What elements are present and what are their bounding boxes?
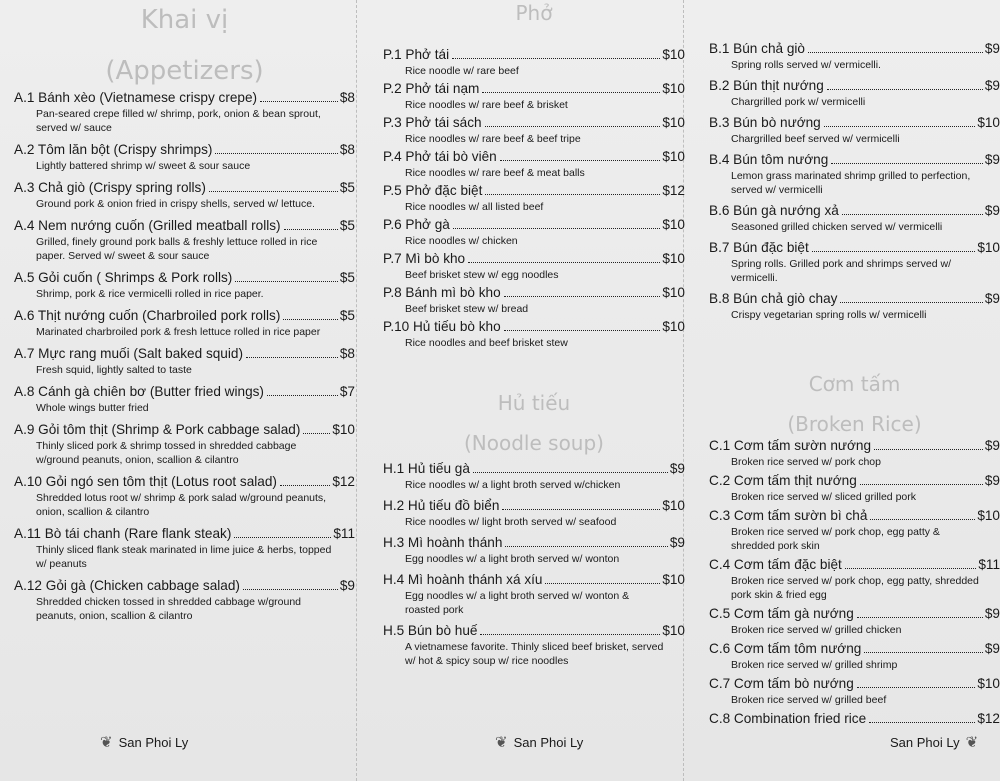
menu-item [383, 114, 685, 146]
dot-leader [842, 214, 983, 215]
footer-brand-text: San Phoi Ly [513, 734, 584, 750]
menu-item-name: B.3 Bún bò nướng [709, 115, 821, 130]
menu-item-row [14, 473, 355, 491]
menu-item [383, 318, 685, 350]
menu-item-price: $12 [662, 183, 685, 198]
menu-item-price: $9 [669, 461, 685, 476]
menu-item-description: Thinly sliced flank steak marinated in lime juice & herbs, topped w/ peanuts [36, 544, 332, 571]
menu-item-description: Rice noodles w/ all listed beef [405, 201, 544, 213]
hutieu-subtitle: (Noodle soup) [464, 431, 604, 455]
dot-leader [504, 330, 661, 331]
sprig-icon: ❦ [495, 734, 508, 751]
menu-item-description: Beef brisket stew w/ bread [405, 303, 529, 315]
footer-brand-text: San Phoi Ly [118, 734, 189, 750]
menu-item [14, 525, 355, 571]
menu-item-price: $10 [662, 47, 685, 62]
menu-item-price: $8 [339, 346, 355, 362]
menu-item-description: A vietnamese favorite. Thinly sliced beef brisket, served w/ hot & spicy soup w/ rice noodles [405, 641, 664, 667]
menu-item-description: Seasoned grilled chicken served w/ vermicelli [731, 221, 943, 233]
menu-item-name: H.1 Hủ tiếu gà [383, 461, 470, 476]
menu-item-name: P.4 Phở tái bò viên [383, 149, 497, 164]
menu-item-row [14, 269, 355, 287]
pho-title: Phở [515, 1, 553, 25]
menu-item [14, 421, 355, 467]
dot-leader [874, 449, 983, 450]
menu-item-name: B.4 Bún tôm nướng [709, 152, 829, 167]
menu-item-row [383, 250, 685, 268]
dot-leader [280, 485, 330, 486]
menu-item-price: $9 [339, 578, 355, 594]
menu-item [709, 239, 1000, 285]
menu-item-row [383, 284, 685, 302]
sprig-icon: ❦ [965, 734, 979, 751]
menu-item-description: Beef brisket stew w/ egg noodles [405, 269, 559, 281]
menu-item-name: B.1 Bún chả giò [709, 41, 805, 56]
menu-item-price: $9 [984, 473, 1000, 488]
menu-item-name: C.2 Cơm tấm thịt nướng [709, 473, 857, 488]
bun-list [709, 40, 1000, 322]
menu-item-name: P.2 Phở tái nạm [383, 81, 480, 96]
bun-column [685, 0, 1000, 781]
menu-item-row [709, 675, 1000, 693]
dot-leader [812, 251, 976, 252]
menu-item-description: Shredded chicken tossed in shredded cabbage w/ground peanuts, onion, scallion & cilantro [36, 596, 302, 623]
menu-item-description: Shrimp, pork & rice vermicelli rolled in rice paper. [36, 288, 264, 301]
menu-item-description: Egg noodles w/ a light broth served w/ wonton [405, 553, 620, 565]
menu-item-row [14, 525, 355, 543]
dot-leader [827, 89, 983, 90]
menu-item-name: B.7 Bún đặc biệt [709, 240, 809, 255]
menu-item [709, 675, 1000, 707]
dot-leader [502, 509, 660, 510]
menu-item [709, 202, 1000, 234]
menu-item-row [709, 77, 1000, 95]
menu-item [383, 250, 685, 282]
menu-item-name: C.3 Cơm tấm sườn bì chả [709, 508, 868, 523]
menu-item-price: $12 [332, 474, 355, 490]
dot-leader [209, 191, 338, 192]
dot-leader [808, 52, 983, 53]
menu-item-name: P.8 Bánh mì bò kho [383, 285, 501, 300]
menu-item-row [14, 89, 355, 107]
menu-item-price: $9 [984, 641, 1000, 656]
menu-item-description: Egg noodles w/ a light broth served w/ wonton & roasted pork [405, 590, 630, 616]
menu-item-price: $8 [339, 142, 355, 158]
menu-item-row [14, 383, 355, 401]
menu-item-row [383, 460, 685, 478]
menu-item-price: $10 [662, 285, 685, 300]
dot-leader [284, 229, 338, 230]
menu-item [709, 437, 1000, 469]
dot-leader [870, 519, 975, 520]
menu-item-description: Whole wings butter fried [36, 402, 149, 415]
menu-item-price: $10 [662, 115, 685, 130]
dot-leader [500, 160, 661, 161]
menu-item-description: Rice noodles w/ rare beef & brisket [405, 99, 568, 111]
menu-item [383, 622, 685, 668]
footer-brand-text: San Phoi Ly [890, 734, 960, 750]
menu-item [14, 383, 355, 415]
menu-item-description: Broken rice served w/ grilled chicken [731, 624, 902, 636]
menu-item-description: Shredded lotus root w/ shrimp & pork salad w/ground peanuts, onion, scallion & cilantro [36, 492, 327, 519]
menu-item-price: $9 [984, 291, 1000, 306]
menu-item-price: $10 [662, 81, 685, 96]
comtam-subtitle: (Broken Rice) [787, 412, 922, 436]
menu-item-name: C.8 Combination fried rice [709, 711, 867, 726]
dot-leader [453, 228, 660, 229]
menu-item-price: $12 [977, 711, 1000, 726]
menu-item [383, 148, 685, 180]
menu-item-row [709, 202, 1000, 220]
appetizers-title: Khai vị [140, 5, 229, 35]
menu-item-name: A.5 Gỏi cuốn ( Shrimps & Pork rolls) [14, 270, 233, 286]
menu-item-row [14, 141, 355, 159]
menu-item-name: A.8 Cánh gà chiên bơ (Butter fried wings) [14, 384, 264, 400]
menu-item-name: C.1 Cơm tấm sườn nướng [709, 438, 872, 453]
menu-item-row [709, 710, 1000, 728]
menu-item-name: B.2 Bún thịt nướng [709, 78, 824, 93]
dot-leader [234, 537, 331, 538]
dot-leader [267, 395, 338, 396]
menu-item-description: Rice noodles w/ rare beef & meat balls [405, 167, 585, 179]
menu-item-name: A.3 Chả giò (Crispy spring rolls) [14, 180, 206, 196]
menu-item-price: $9 [984, 438, 1000, 453]
menu-item-row [383, 571, 685, 589]
menu-item [709, 507, 1000, 553]
menu-item-price: $9 [984, 41, 1000, 56]
dot-leader [283, 319, 338, 320]
menu-item-name: A.9 Gỏi tôm thịt (Shrimp & Pork cabbage salad) [14, 422, 301, 438]
menu-item-description: Broken rice served w/ pork chop, egg patty & shredded pork skin [731, 526, 940, 552]
menu-item [709, 605, 1000, 637]
menu-item-row [709, 437, 1000, 455]
comtam-title: Cơm tấm [808, 372, 901, 396]
menu-item-name: H.5 Bún bò huế [383, 623, 478, 638]
menu-item-price: $11 [333, 526, 355, 542]
menu-item [709, 710, 1000, 728]
menu-item [14, 179, 355, 211]
menu-item [709, 77, 1000, 109]
hutieu-title: Hủ tiếu [497, 391, 571, 415]
menu-item [709, 472, 1000, 504]
menu-item-row [709, 605, 1000, 623]
menu-item-row [709, 40, 1000, 58]
menu-item-row [709, 290, 1000, 308]
menu-item-description: Lemon grass marinated shrimp grilled to perfection, served w/ vermicelli [731, 170, 971, 196]
comtam-list [709, 437, 1000, 728]
menu-item-row [383, 497, 685, 515]
menu-item [14, 473, 355, 519]
menu-item-description: Broken rice served w/ sliced grilled pork [731, 491, 916, 503]
menu-item-price: $8 [339, 90, 355, 106]
menu-item-name: C.7 Cơm tấm bò nướng [709, 676, 854, 691]
dot-leader [824, 126, 976, 127]
menu-item-row [709, 151, 1000, 169]
menu-item-row [709, 114, 1000, 132]
dot-leader [452, 58, 660, 59]
menu-item-row [383, 114, 685, 132]
menu-item-price: $9 [984, 203, 1000, 218]
menu-item-row [14, 217, 355, 235]
dot-leader [864, 652, 983, 653]
menu-item-price: $11 [978, 557, 1000, 572]
menu-item-price: $10 [662, 251, 685, 266]
dot-leader [485, 126, 661, 127]
menu-item [383, 46, 685, 78]
menu-item-name: A.11 Bò tái chanh (Rare flank steak) [14, 526, 232, 542]
dot-leader [235, 281, 338, 282]
appetizers-subtitle: (Appetizers) [105, 55, 264, 86]
menu-item-name: P.1 Phở tái [383, 47, 450, 62]
menu-item-price: $10 [662, 217, 685, 232]
menu-item-name: A.12 Gỏi gà (Chicken cabbage salad) [14, 578, 240, 594]
menu-item-row [383, 318, 685, 336]
menu-item-description: Spring rolls. Grilled pork and shrimps served w/ vermicelli. [731, 258, 951, 284]
menu-item-row [383, 534, 685, 552]
menu-item-price: $5 [339, 218, 355, 234]
menu-item-name: A.6 Thịt nướng cuốn (Charbroiled pork rolls) [14, 308, 281, 324]
menu-item-name: A.4 Nem nướng cuốn (Grilled meatball rolls) [14, 218, 281, 234]
menu-item-description: Spring rolls served w/ vermicelli. [731, 59, 881, 71]
menu-item [709, 290, 1000, 322]
menu-item [383, 182, 685, 214]
menu-item-description: Rice noodles w/ rare beef & beef tripe [405, 133, 581, 145]
menu-item-name: A.10 Gỏi ngó sen tôm thịt (Lotus root salad) [14, 474, 277, 490]
menu-item-name: H.2 Hủ tiếu đồ biển [383, 498, 500, 513]
menu-item-row [14, 345, 355, 363]
menu-item-price: $9 [669, 535, 685, 550]
menu-item-row [383, 622, 685, 640]
menu-item [709, 640, 1000, 672]
menu-item-name: H.3 Mì hoành thánh [383, 535, 503, 550]
menu-item [383, 534, 685, 566]
menu-item [14, 217, 355, 263]
dot-leader [857, 687, 976, 688]
menu-item-name: P.5 Phở đặc biệt [383, 183, 483, 198]
menu-item-name: P.7 Mì bò kho [383, 251, 466, 266]
dot-leader [485, 194, 660, 195]
menu-item-description: Broken rice served w/ grilled shrimp [731, 659, 898, 671]
menu-item-name: P.6 Phở gà [383, 217, 450, 232]
menu-item-price: $9 [984, 152, 1000, 167]
menu-item-price: $10 [977, 240, 1000, 255]
footer-brand [495, 733, 583, 751]
pho-column [355, 0, 685, 781]
pho-list [383, 46, 685, 350]
menu-item-row [14, 179, 355, 197]
hutieu-list [383, 460, 685, 668]
menu-item-name: B.8 Bún chả giò chay [709, 291, 838, 306]
menu-item-description: Broken rice served w/ grilled beef [731, 694, 887, 706]
dot-leader [505, 546, 667, 547]
dot-leader [480, 634, 660, 635]
menu-item [709, 151, 1000, 197]
menu-item-price: $10 [662, 149, 685, 164]
menu-item-description: Marinated charbroiled pork & fresh lettuce rolled in rice paper [36, 326, 321, 339]
menu-item [709, 114, 1000, 146]
menu-item-name: C.4 Cơm tấm đặc biệt [709, 557, 842, 572]
menu-item-name: A.2 Tôm lăn bột (Crispy shrimps) [14, 142, 213, 158]
dot-leader [243, 589, 338, 590]
menu-item-row [383, 216, 685, 234]
appetizers-column [0, 0, 355, 781]
menu-item-price: $10 [662, 572, 685, 587]
menu-item-description: Broken rice served w/ pork chop, egg patty, shredded pork skin & fried egg [731, 575, 979, 601]
menu-item [709, 556, 1000, 602]
dot-leader [831, 163, 983, 164]
menu-item-description: Thinly sliced pork & shrimp tossed in shredded cabbage w/ground peanuts, onion, scallion & cilantro [36, 440, 297, 467]
menu-item-description: Broken rice served w/ pork chop [731, 456, 881, 468]
dot-leader [840, 302, 982, 303]
menu-item-price: $7 [339, 384, 355, 400]
dot-leader [860, 484, 983, 485]
menu-item-description: Grilled, finely ground pork balls & freshly lettuce rolled in rice paper. Served w/ sweet & sour sauce [36, 236, 318, 263]
menu-item-description: Pan-seared crepe filled w/ shrimp, pork, onion & bean sprout, served w/ sauce [36, 108, 321, 135]
menu-item [14, 141, 355, 173]
menu-item-description: Ground pork & onion fried in crispy shells, served w/ lettuce. [36, 198, 315, 211]
menu-item-name: P.3 Phở tái sách [383, 115, 482, 130]
menu-item [14, 89, 355, 135]
dot-leader [468, 262, 660, 263]
menu-item-row [14, 421, 355, 439]
menu-item-row [383, 148, 685, 166]
menu-item-price: $10 [662, 623, 685, 638]
menu-item-description: Rice noodle w/ rare beef [405, 65, 519, 77]
menu-item-price: $10 [662, 498, 685, 513]
menu-item-price: $9 [984, 606, 1000, 621]
menu-item-row [709, 556, 1000, 574]
menu-item [709, 40, 1000, 72]
menu-item [383, 284, 685, 316]
menu-item-name: A.7 Mực rang muối (Salt baked squid) [14, 346, 243, 362]
dot-leader [869, 722, 975, 723]
menu-item-description: Rice noodles and beef brisket stew [405, 337, 568, 349]
menu-item [383, 571, 685, 617]
menu-item-row [709, 640, 1000, 658]
menu-item-description: Rice noodles w/ light broth served w/ seafood [405, 516, 617, 528]
menu-item [383, 497, 685, 529]
menu-item-description: Lightly battered shrimp w/ sweet & sour sauce [36, 160, 251, 173]
menu-item-row [14, 577, 355, 595]
menu-item-price: $5 [339, 308, 355, 324]
menu-item-price: $10 [977, 115, 1000, 130]
dot-leader [504, 296, 661, 297]
menu-item-description: Fresh squid, lightly salted to taste [36, 364, 192, 377]
dot-leader [260, 101, 338, 102]
menu-item-description: Rice noodles w/ a light broth served w/chicken [405, 479, 621, 491]
dot-leader [303, 433, 330, 434]
menu-item-row [383, 46, 685, 64]
menu-item-name: B.6 Bún gà nướng xả [709, 203, 839, 218]
dot-leader [845, 568, 977, 569]
dot-leader [857, 617, 983, 618]
menu-item-price: $10 [332, 422, 355, 438]
dot-leader [215, 153, 337, 154]
menu-item-price: $10 [977, 676, 1000, 691]
menu-item-name: C.5 Cơm tấm gà nướng [709, 606, 854, 621]
menu-item-description: Chargrilled beef served w/ vermicelli [731, 133, 900, 145]
menu-item [14, 577, 355, 623]
menu-item [383, 216, 685, 248]
menu-item-row [709, 507, 1000, 525]
dot-leader [246, 357, 338, 358]
menu-item [383, 80, 685, 112]
menu-item-name: C.6 Cơm tấm tôm nướng [709, 641, 862, 656]
menu-item-row [383, 182, 685, 200]
menu-item-price: $5 [339, 270, 355, 286]
menu-item-price: $10 [977, 508, 1000, 523]
menu-item [383, 460, 685, 492]
footer-brand [890, 733, 978, 751]
menu-item [14, 307, 355, 339]
menu-item-price: $9 [984, 78, 1000, 93]
dot-leader [473, 472, 668, 473]
menu-item-row [709, 239, 1000, 257]
menu-item [14, 345, 355, 377]
menu-item-name: P.10 Hủ tiếu bò kho [383, 319, 501, 334]
dot-leader [482, 92, 660, 93]
appetizers-list [14, 89, 355, 623]
menu-item-name: H.4 Mì hoành thánh xá xíu [383, 572, 543, 587]
menu-item-row [709, 472, 1000, 490]
footer-brand [100, 733, 188, 751]
menu-item-price: $10 [662, 319, 685, 334]
menu-item-price: $5 [339, 180, 355, 196]
dot-leader [545, 583, 660, 584]
menu-item-row [383, 80, 685, 98]
menu-item-row [14, 307, 355, 325]
menu-item [14, 269, 355, 301]
menu-item-name: A.1 Bánh xèo (Vietnamese crispy crepe) [14, 90, 258, 106]
sprig-icon: ❦ [100, 734, 113, 751]
menu-item-description: Chargrilled pork w/ vermicelli [731, 96, 866, 108]
menu-item-description: Crispy vegetarian spring rolls w/ vermicelli [731, 309, 927, 321]
menu-item-description: Rice noodles w/ chicken [405, 235, 518, 247]
